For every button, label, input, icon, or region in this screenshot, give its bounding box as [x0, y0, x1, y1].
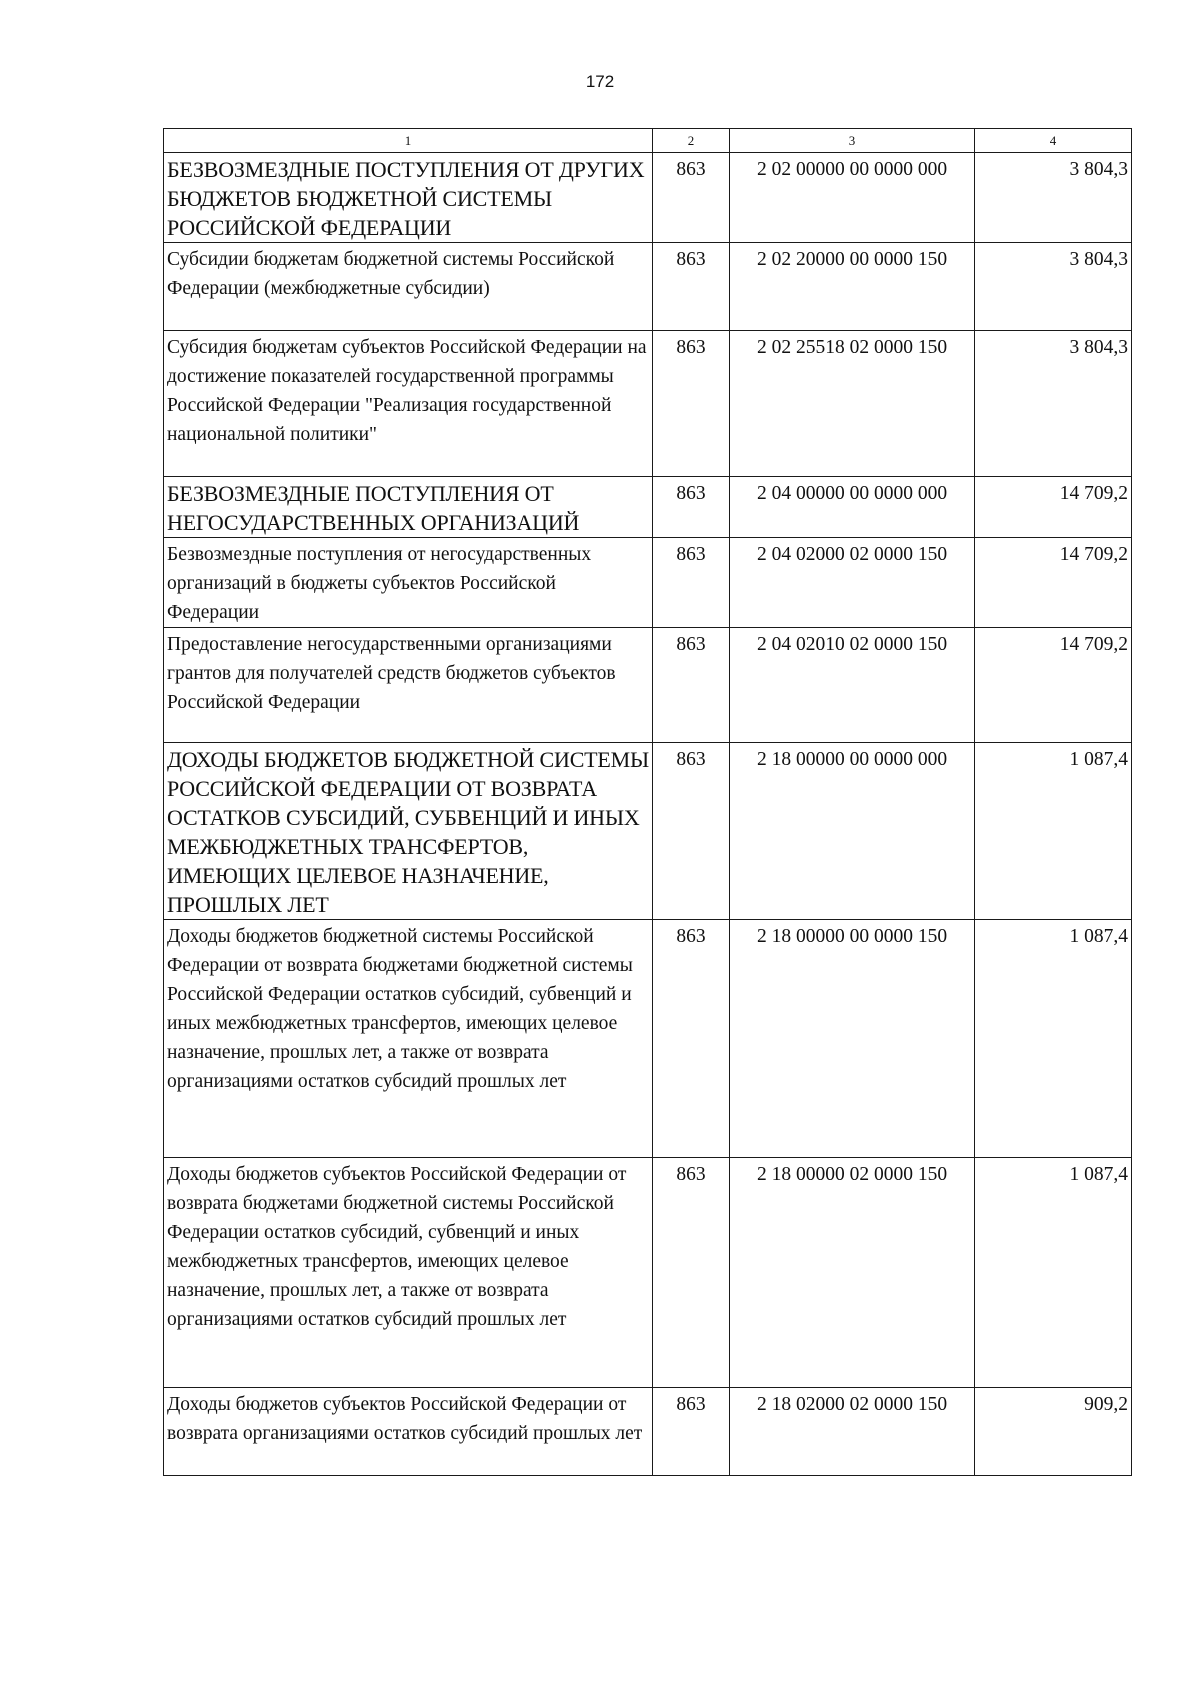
row-admin-code: 863 [653, 153, 730, 243]
row-name: Доходы бюджетов субъектов Российской Федерации от возврата организациями остатков субсидий прошлых лет [164, 1388, 653, 1476]
row-admin-code: 863 [653, 243, 730, 331]
table-row [164, 331, 1132, 477]
row-budget-code: 2 04 02000 02 0000 150 [730, 538, 975, 628]
header-col-1: 1 [164, 129, 653, 153]
row-budget-code: 2 18 00000 02 0000 150 [730, 1158, 975, 1388]
row-name: Безвозмездные поступления от негосударственных организаций в бюджеты субъектов Российской Федерации [164, 538, 653, 628]
row-admin-code: 863 [653, 920, 730, 1158]
table-row [164, 743, 1132, 920]
header-col-2: 2 [653, 129, 730, 153]
row-budget-code: 2 04 00000 00 0000 000 [730, 477, 975, 538]
table-row [164, 920, 1132, 1158]
row-name: БЕЗВОЗМЕЗДНЫЕ ПОСТУПЛЕНИЯ ОТ ДРУГИХ БЮДЖЕТОВ БЮДЖЕТНОЙ СИСТЕМЫ РОССИЙСКОЙ ФЕДЕРАЦИИ [164, 153, 653, 243]
row-admin-code: 863 [653, 477, 730, 538]
row-name: Доходы бюджетов бюджетной системы Российской Федерации от возврата бюджетами бюджетной системы Российской Федерации остатков субсидий, субвенций и иных межбюджетных трансфертов, имеющих целевое назначение, прошлых лет, а также от возврата организациями остатков субсидий прошлых лет [164, 920, 653, 1158]
row-amount: 14 709,2 [975, 628, 1132, 743]
row-amount: 3 804,3 [975, 243, 1132, 331]
header-col-3: 3 [730, 129, 975, 153]
row-name: Доходы бюджетов субъектов Российской Федерации от возврата бюджетами бюджетной системы Российской Федерации остатков субсидий, субвенций и иных межбюджетных трансфертов, имеющих целевое назначение, прошлых лет, а также от возврата организациями остатков субсидий прошлых лет [164, 1158, 653, 1388]
row-admin-code: 863 [653, 538, 730, 628]
row-admin-code: 863 [653, 743, 730, 920]
table-header-row [164, 129, 1132, 153]
revenue-table [163, 128, 1132, 1476]
table-row [164, 477, 1132, 538]
row-name: Субсидии бюджетам бюджетной системы Российской Федерации (межбюджетные субсидии) [164, 243, 653, 331]
row-budget-code: 2 04 02010 02 0000 150 [730, 628, 975, 743]
row-budget-code: 2 02 20000 00 0000 150 [730, 243, 975, 331]
row-amount: 1 087,4 [975, 1158, 1132, 1388]
table-row [164, 1158, 1132, 1388]
row-name: Субсидия бюджетам субъектов Российской Федерации на достижение показателей государственной программы Российской Федерации "Реализация государственной национальной политики" [164, 331, 653, 477]
row-admin-code: 863 [653, 1388, 730, 1476]
row-budget-code: 2 18 02000 02 0000 150 [730, 1388, 975, 1476]
row-amount: 3 804,3 [975, 331, 1132, 477]
row-amount: 909,2 [975, 1388, 1132, 1476]
row-admin-code: 863 [653, 628, 730, 743]
page-number: 172 [585, 72, 615, 91]
row-admin-code: 863 [653, 1158, 730, 1388]
row-budget-code: 2 18 00000 00 0000 150 [730, 920, 975, 1158]
table-row [164, 243, 1132, 331]
row-name: БЕЗВОЗМЕЗДНЫЕ ПОСТУПЛЕНИЯ ОТ НЕГОСУДАРСТВЕННЫХ ОРГАНИЗАЦИЙ [164, 477, 653, 538]
row-budget-code: 2 18 00000 00 0000 000 [730, 743, 975, 920]
row-amount: 1 087,4 [975, 743, 1132, 920]
row-amount: 3 804,3 [975, 153, 1132, 243]
table-row [164, 538, 1132, 628]
row-amount: 1 087,4 [975, 920, 1132, 1158]
row-amount: 14 709,2 [975, 538, 1132, 628]
table-row [164, 1388, 1132, 1476]
row-admin-code: 863 [653, 331, 730, 477]
row-budget-code: 2 02 00000 00 0000 000 [730, 153, 975, 243]
row-budget-code: 2 02 25518 02 0000 150 [730, 331, 975, 477]
row-name: Предоставление негосударственными организациями грантов для получателей средств бюджетов субъектов Российской Федерации [164, 628, 653, 743]
table-row [164, 628, 1132, 743]
row-amount: 14 709,2 [975, 477, 1132, 538]
header-col-4: 4 [975, 129, 1132, 153]
table-row [164, 153, 1132, 243]
row-name: ДОХОДЫ БЮДЖЕТОВ БЮДЖЕТНОЙ СИСТЕМЫ РОССИЙСКОЙ ФЕДЕРАЦИИ ОТ ВОЗВРАТА ОСТАТКОВ СУБСИДИЙ, СУБВЕНЦИЙ И ИНЫХ МЕЖБЮДЖЕТНЫХ ТРАНСФЕРТОВ, ИМЕЮЩИХ ЦЕЛЕВОЕ НАЗНАЧЕНИЕ, ПРОШЛЫХ ЛЕТ [164, 743, 653, 920]
